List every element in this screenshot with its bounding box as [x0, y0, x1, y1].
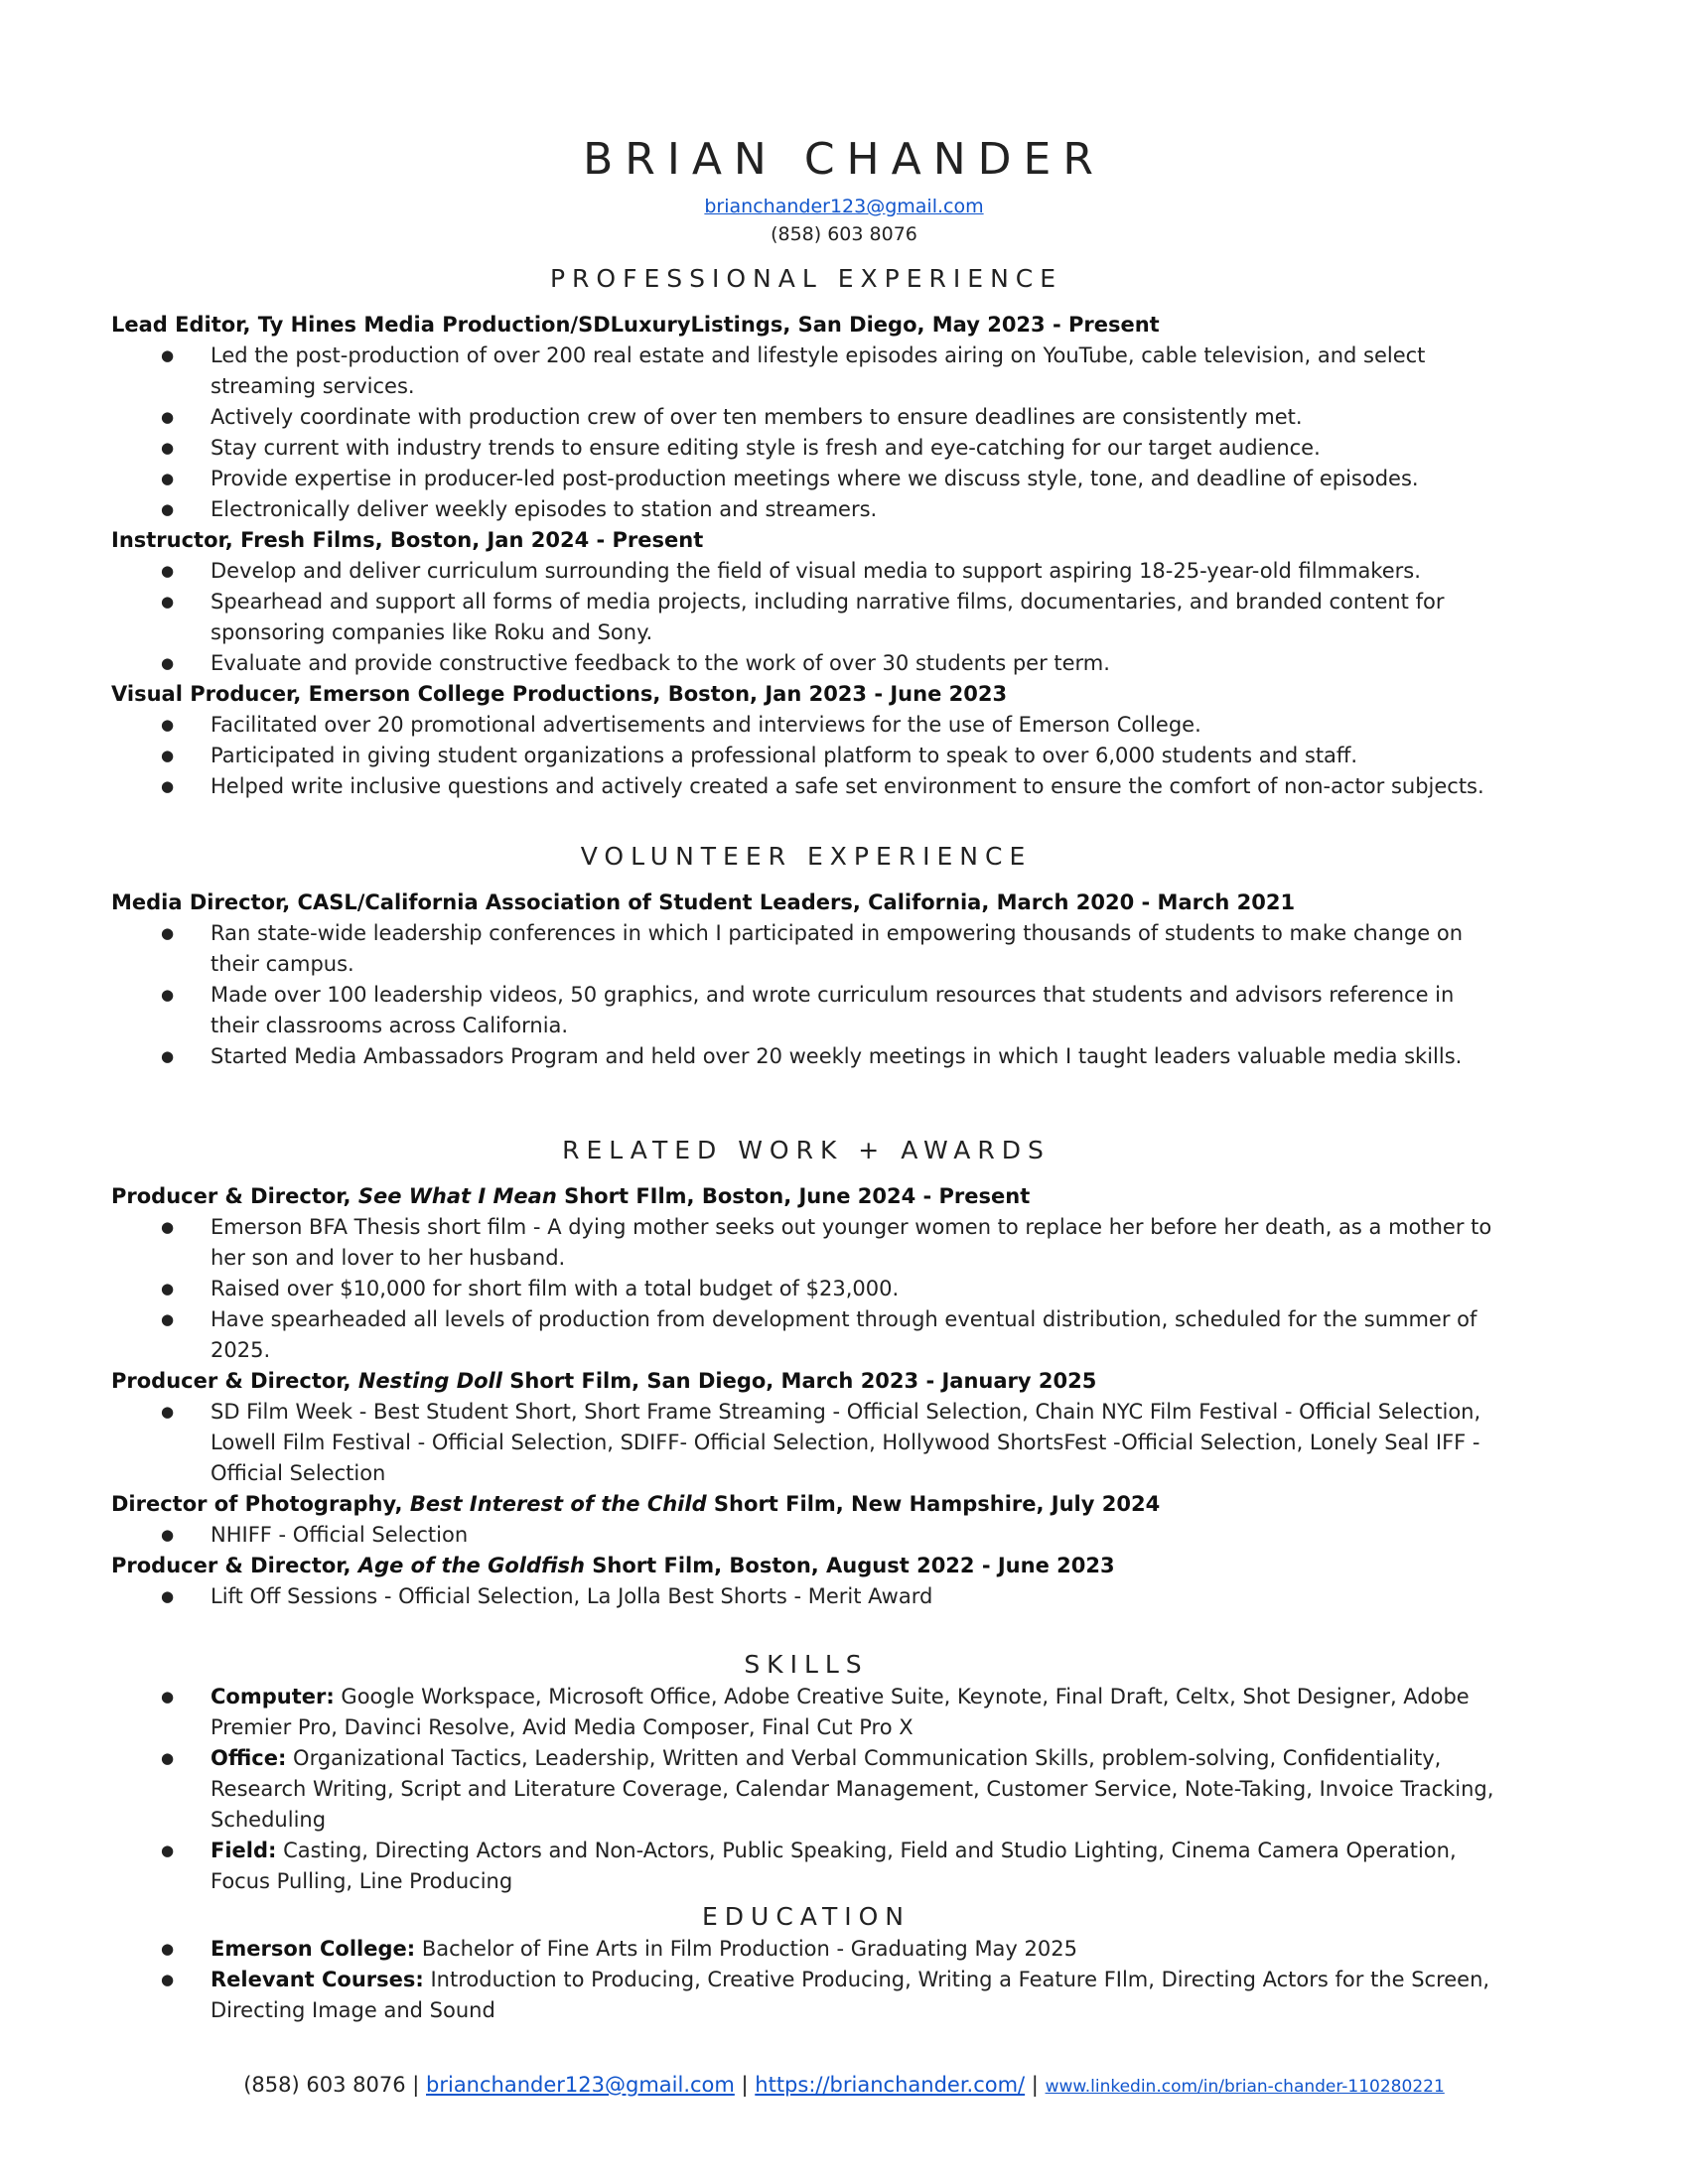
- project-title: [111, 1366, 1501, 1397]
- job-title: Visual Producer, Emerson College Productions, Boston, Jan 2023 - June 2023: [111, 682, 1008, 706]
- list-item: ● Helped write inclusive questions and actively created a safe set environment to ensure the comfort of non-actor subjects.: [111, 771, 1501, 802]
- footer-separator: |: [405, 2073, 427, 2097]
- skill-label: Office:: [211, 1746, 287, 1770]
- footer-separator: |: [734, 2073, 756, 2097]
- list-item: [111, 1965, 1501, 2026]
- list-item: ● Have spearheaded all levels of production from development through eventual distribution, scheduled for the summer of 2025.: [111, 1304, 1501, 1366]
- list-item: ● Participated in giving student organizations a professional platform to speak to over 6,000 students and staff.: [111, 741, 1501, 771]
- footer-email-link[interactable]: brianchander123@gmail.com: [426, 2073, 735, 2097]
- list-item: ● Spearhead and support all forms of media projects, including narrative films, documentaries, and branded content for sponsoring companies like Roku and Sony.: [111, 587, 1501, 648]
- project-details: Short Film, New Hampshire, July 2024: [706, 1492, 1161, 1516]
- education-list: [111, 1934, 1501, 2026]
- list-item: [111, 1743, 1501, 1836]
- project-name: Age of the Goldfish: [357, 1554, 585, 1577]
- job-bullets: [111, 710, 1501, 802]
- volunteer-experience-section: [111, 840, 1501, 1072]
- list-item: ● Ran state-wide leadership conferences in which I participated in empowering thousands of students to make change on their campus.: [111, 918, 1501, 980]
- professional-experience-section: [111, 262, 1501, 802]
- skill-text: Casting, Directing Actors and Non-Actors, Public Speaking, Field and Studio Lighting, Cinema Camera Operation, Focus Pulling, Line Producing: [211, 1839, 1457, 1893]
- list-item: ● Stay current with industry trends to ensure editing style is fresh and eye-catching for our target audience.: [111, 433, 1501, 464]
- project-bullets: [111, 1581, 1501, 1612]
- project-title: [111, 1181, 1501, 1212]
- education-label: Emerson College:: [211, 1937, 416, 1961]
- list-item: ● NHIFF - Official Selection: [111, 1520, 1501, 1551]
- job-title: Media Director, CASL/California Association of Student Leaders, California, March 2020 - March 2021: [111, 890, 1296, 914]
- project-role: Producer & Director,: [111, 1184, 358, 1208]
- list-item: ● Develop and deliver curriculum surrounding the field of visual media to support aspiring 18-25-year-old filmmakers.: [111, 556, 1501, 587]
- list-item: ● Emerson BFA Thesis short film - A dying mother seeks out younger women to replace her before her death, as a mother to her son and lover to her husband.: [111, 1212, 1501, 1274]
- list-item: ● Lift Off Sessions - Official Selection, La Jolla Best Shorts - Merit Award: [111, 1581, 1501, 1612]
- list-item: ● Provide expertise in producer-led post-production meetings where we discuss style, tone, and deadline of episodes.: [111, 464, 1501, 494]
- project-role: Director of Photography,: [111, 1492, 410, 1516]
- section-title-education: EDUCATION: [702, 1902, 911, 1931]
- project-role: Producer & Director,: [111, 1369, 358, 1393]
- footer-separator: |: [1025, 2073, 1046, 2097]
- project-details: Short FIlm, Boston, June 2024 - Present: [556, 1184, 1031, 1208]
- project-name: Nesting Doll: [357, 1369, 502, 1393]
- project-title: [111, 1489, 1501, 1520]
- project-details: Short Film, San Diego, March 2023 - January 2025: [501, 1369, 1097, 1393]
- list-item: [111, 1682, 1501, 1743]
- list-item: [111, 1836, 1501, 1897]
- section-title-professional: PROFESSIONAL EXPERIENCE: [549, 264, 1063, 293]
- job-title: Instructor, Fresh Films, Boston, Jan 2024 - Present: [111, 528, 704, 552]
- list-item: ● SD Film Week - Best Student Short, Short Frame Streaming - Official Selection, Chain NYC Film Festival - Official Selection, Lowell Film Festival - Official Selection, SDIFF- Official Selection, Hollywood ShortsFest -Official Selection, Lonely Seal IFF - Official Selection: [111, 1397, 1501, 1489]
- skills-section: [111, 1648, 1501, 1897]
- skill-label: Field:: [211, 1839, 277, 1862]
- project-name: Best Interest of the Child: [409, 1492, 707, 1516]
- skill-text: Organizational Tactics, Leadership, Written and Verbal Communication Skills, problem-solving, Confidentiality, Research Writing, Script and Literature Coverage, Calendar Management, Customer Service, Note-Taking, Invoice Tracking, Scheduling: [211, 1746, 1494, 1832]
- skill-label: Computer:: [211, 1685, 335, 1708]
- project-details: Short Film, Boston, August 2022 - June 2023: [584, 1554, 1115, 1577]
- related-work-section: [111, 1134, 1501, 1612]
- list-item: ● Actively coordinate with production crew of over ten members to ensure deadlines are consistently met.: [111, 402, 1501, 433]
- education-label: Relevant Courses:: [211, 1968, 424, 1991]
- education-text: Bachelor of Fine Arts in Film Production - Graduating May 2025: [415, 1937, 1077, 1961]
- header-phone: (858) 603 8076: [771, 223, 917, 245]
- footer-linkedin-link[interactable]: www.linkedin.com/in/brian-chander-110280221: [1045, 2077, 1445, 2097]
- footer-website-link[interactable]: https://brianchander.com/: [755, 2073, 1026, 2097]
- job-bullets: [111, 918, 1501, 1072]
- project-bullets: [111, 1520, 1501, 1551]
- project-bullets: [111, 1212, 1501, 1366]
- header-email-link[interactable]: brianchander123@gmail.com: [704, 196, 984, 217]
- job-bullets: [111, 341, 1501, 525]
- job-bullets: [111, 556, 1501, 679]
- project-bullets: [111, 1397, 1501, 1489]
- section-title-volunteer: VOLUNTEER EXPERIENCE: [580, 842, 1033, 871]
- project-title: [111, 1551, 1501, 1581]
- job-title: Lead Editor, Ty Hines Media Production/SDLuxuryListings, San Diego, May 2023 - Present: [111, 313, 1160, 337]
- project-role: Producer & Director,: [111, 1554, 358, 1577]
- education-text: Introduction to Producing, Creative Producing, Writing a Feature FIlm, Directing Actors for the Screen, Directing Image and Sound: [211, 1968, 1490, 2022]
- education-section: [111, 1900, 1501, 2026]
- skills-list: [111, 1682, 1501, 1897]
- footer-contact: [0, 2073, 1688, 2097]
- project-name: See What I Mean: [357, 1184, 557, 1208]
- list-item: ● Started Media Ambassadors Program and held over 20 weekly meetings in which I taught leaders valuable media skills.: [111, 1041, 1501, 1072]
- list-item: ● Facilitated over 20 promotional advertisements and interviews for the use of Emerson College.: [111, 710, 1501, 741]
- list-item: ● Raised over $10,000 for short film with a total budget of $23,000.: [111, 1274, 1501, 1304]
- list-item: ● Led the post-production of over 200 real estate and lifestyle episodes airing on YouTube, cable television, and select streaming services.: [111, 341, 1501, 402]
- list-item: ● Evaluate and provide constructive feedback to the work of over 30 students per term.: [111, 648, 1501, 679]
- list-item: ● Electronically deliver weekly episodes to station and streamers.: [111, 494, 1501, 525]
- skill-text: Google Workspace, Microsoft Office, Adobe Creative Suite, Keynote, Final Draft, Celtx, Shot Designer, Adobe Premier Pro, Davinci Resolve, Avid Media Composer, Final Cut Pro X: [211, 1685, 1470, 1739]
- section-title-related: RELATED WORK + AWARDS: [562, 1136, 1051, 1164]
- candidate-name: BRIAN CHANDER: [583, 134, 1105, 185]
- footer-phone: (858) 603 8076: [243, 2073, 406, 2097]
- list-item: ● Made over 100 leadership videos, 50 graphics, and wrote curriculum resources that students and advisors reference in their classrooms across California.: [111, 980, 1501, 1041]
- list-item: [111, 1934, 1501, 1965]
- section-title-skills: SKILLS: [744, 1650, 869, 1679]
